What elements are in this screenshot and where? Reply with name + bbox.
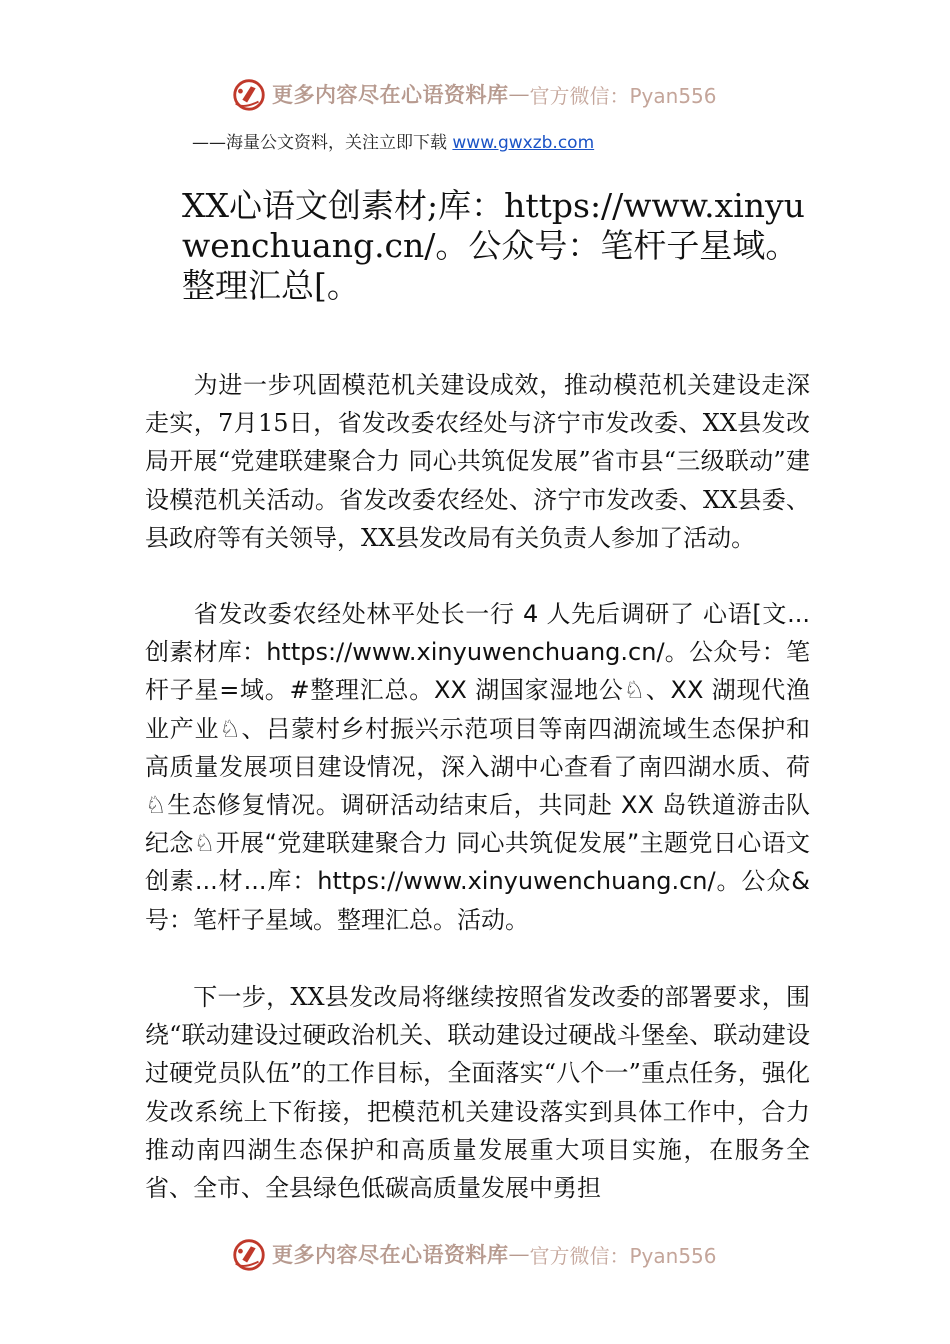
subheader xyxy=(192,128,594,153)
download-link[interactable]: www.gwxzb.com xyxy=(452,133,595,153)
paragraph-1-text: 为进一步巩固模范机关建设成效，推动模范机关建设走深走实，7月15日，省发改委农经处与济宁市发改委、XX县发改局开展“党建联建聚合力 同心共筑促发展”省市县“三级联动”建设模范机关活动。省发改委农经处、济宁市发改委、XX县委、县政府等有关领导，XX县发改局有关负责人参加了活动。 xyxy=(145,371,810,552)
header-banner-dash: — xyxy=(508,82,530,106)
paragraph-1 xyxy=(145,366,810,557)
footer-banner-title: 更多内容尽在心语资料库 xyxy=(272,1242,509,1267)
header-banner-wechat: 官方微信：Pyan556 xyxy=(529,83,717,108)
footer-banner-wechat: 官方微信：Pyan556 xyxy=(529,1243,717,1268)
header-banner-title: 更多内容尽在心语资料库 xyxy=(272,82,509,107)
footer-banner-dash: — xyxy=(508,1242,530,1266)
document-title: XX心语文创素材;库：https://www.xinyuwenchuang.cn/。公众号：笔杆子星域。整理汇总[。 xyxy=(182,186,805,305)
paragraph-3 xyxy=(145,978,810,1207)
paragraph-3-text: 下一步，XX县发改局将继续按照省发改委的部署要求，围绕“联动建设过硬政治机关、联动建设过硬战斗堡垒、联动建设过硬党员队伍”的工作目标，全面落实“八个一”重点任务，强化发改系统上下衔接，把模范机关建设落实到具体工作中，合力推动南四湖生态保护和高质量发展重大项目实施，在服务全省、全市、全县绿色低碳高质量发展中勇担 xyxy=(145,983,810,1203)
paragraph-2-text: 省发改委农经处林平处长一行 4 人先后调研了 心语[文...创素材库：https://www.xinyuwenchuang.cn/。公众号：笔杆子星=域。#整理汇总。XX 湖国家湿地公♘、XX 湖现代渔业产业♘、吕蒙村乡村振兴示范项目等南四湖流域生态保护和高质量发展项目建设情况，深入湖中心查看了南四湖水质、荷♘生态修复情况。调研活动结束后，共同赴 XX 岛铁道游击队纪念♘开展“党建联建聚合力 同心共筑促发展”主题党日心语文创素...材...库：https://www.xinyuwenchuang.cn/。公众&号：笔杆子星域。整理汇总。活动。 xyxy=(145,600,810,934)
subheader-text: ——海量公文资料，关注立即下载 xyxy=(192,133,453,153)
paragraph-2 xyxy=(145,595,810,939)
header-banner xyxy=(230,74,717,114)
logo-icon xyxy=(230,1235,268,1273)
footer-banner xyxy=(230,1234,717,1274)
logo-icon xyxy=(230,75,268,113)
